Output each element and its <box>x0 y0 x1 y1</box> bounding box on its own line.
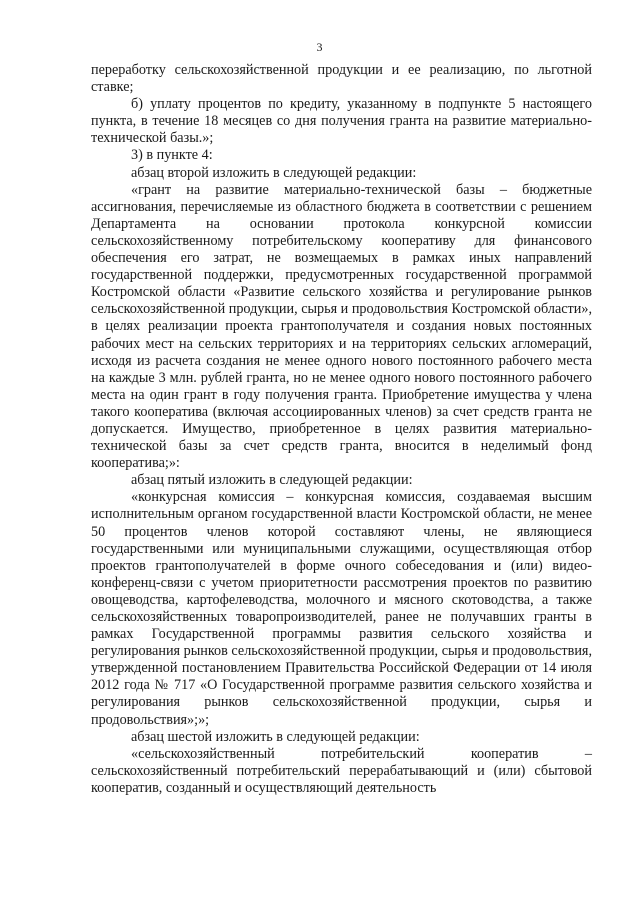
paragraph: 3) в пункте 4: <box>131 147 213 164</box>
paragraph: «сельскохозяйственный потребительский кооператив – сельскохозяйственный потребительский перерабатывающий и (или) сбытовой кооператив, созданный и осуществляющий деятельность <box>91 745 592 796</box>
paragraph: б) уплату процентов по кредиту, указанному в подпункте 5 настоящего пункта, в течение 18 месяцев со дня получения гранта на развитие материально-технической базы.»; <box>91 96 592 147</box>
paragraph: абзац шестой изложить в следующей редакции: <box>131 728 420 745</box>
paragraph: абзац второй изложить в следующей редакции: <box>131 164 417 181</box>
paragraph: «грант на развитие материально-технической базы – бюджетные ассигнования, перечисляемые из областного бюджета в соответствии с решением Департамента на основании протокола конкурсной комиссии сельскохозяйственному потребительскому кооперативу для финансового обеспечения его затрат, не возмещаемых в рамках иных направлений государственной поддержки, предусмотренных государственной программой Костромской области «Развитие сельского хозяйства и регулирование рынков сельскохозяйственной продукции, сырья и продовольствия Костромской области», в целях реализации проекта грантополучателя и создания новых постоянных рабочих мест на сельских территориях и на территориях сельских агломераций, исходя из расчета создания не менее одного нового постоянного рабочего места на каждые 3 млн. рублей гранта, но не менее одного нового постоянного рабочего места на один грант в году получения гранта. Приобретение имущества у члена такого кооператива (включая ассоциированных членов) за счет средств гранта не допускается. Имущество, приобретенное в целях развития материально-технической базы за счет средств гранта, вносится в неделимый фонд кооператива;»: <box>91 181 592 472</box>
document-body <box>91 62 592 797</box>
paragraph: «конкурсная комиссия – конкурсная комиссия, создаваемая высшим исполнительным органом государственной власти Костромской области, не менее 50 процентов членов которой составляют члены, не являющиеся государственными или муниципальными служащими, осуществляющая отбор проектов грантополучателей в форме очного собеседования и (или) видео-конференц-связи с учетом приоритетности рассмотрения проектов по развитию овощеводства, картофелеводства, молочного и мясного скотоводства, а также сельскохозяйственных товаропроизводителей, ранее не получавших гранты в рамках Государственной программы развития сельского хозяйства и регулирования рынков сельскохозяйственной продукции, сырья и продовольствия, утвержденной постановлением Правительства Российской Федерации от 14 июля 2012 года № 717 «О Государственной программе развития сельского хозяйства и регулирования рынков сельскохозяйственной продукции, сырья и продовольствия»;»; <box>91 489 592 728</box>
paragraph: абзац пятый изложить в следующей редакции: <box>131 472 413 489</box>
paragraph: переработку сельскохозяйственной продукции и ее реализацию, по льготной ставке; <box>91 62 592 96</box>
page-number: 3 <box>316 40 323 54</box>
